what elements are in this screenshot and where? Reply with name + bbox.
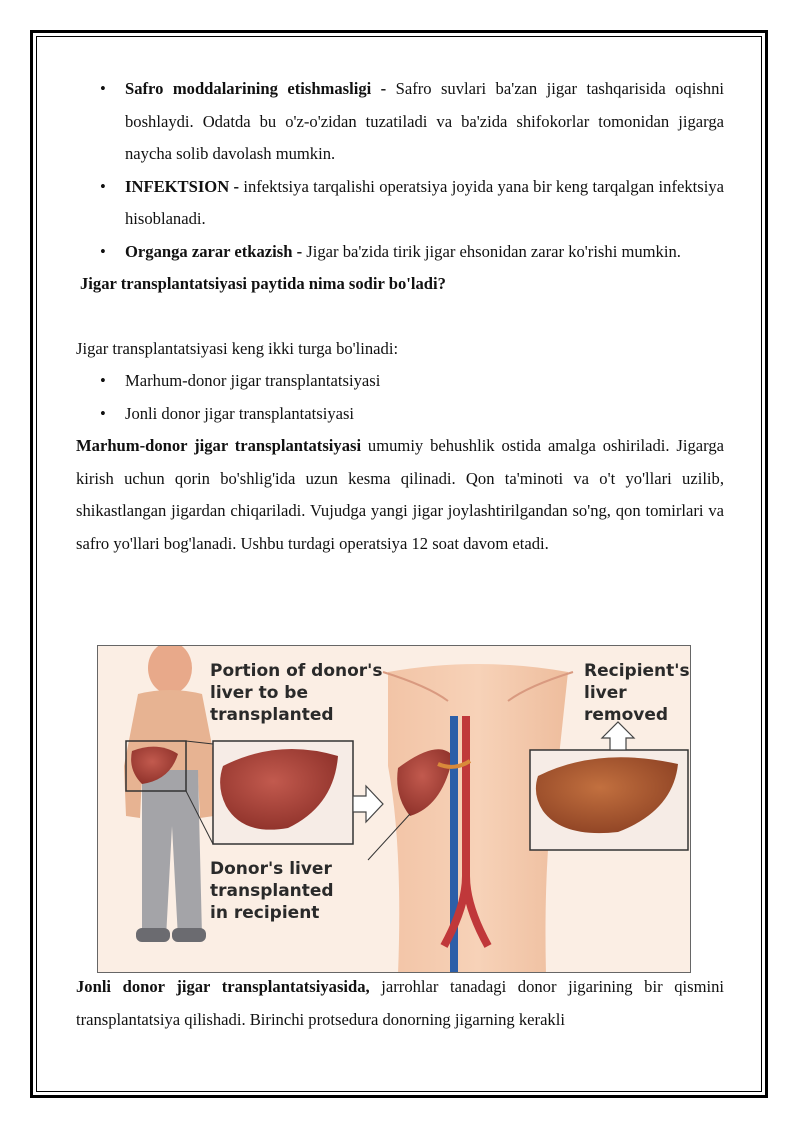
description: Jigar ba'zida tirik jigar ehsonidan zarar ko'rishi mumkin.	[302, 241, 681, 261]
term: Marhum-donor jigar transplantatsiyasi	[76, 436, 362, 455]
deceased-donor-paragraph	[76, 430, 724, 560]
list-item: • Marhum-donor jigar transplantatsiyasi	[125, 365, 724, 398]
spacer	[76, 301, 724, 333]
document-body-continued	[76, 971, 724, 1036]
portion-label	[210, 661, 388, 725]
liver-transplant-illustration	[97, 645, 691, 973]
label-line: removed	[584, 705, 669, 725]
label-line: transplanted	[210, 881, 334, 901]
term: Organga zarar etkazish -	[125, 241, 303, 261]
recipient-label	[584, 661, 691, 725]
list-item	[125, 73, 724, 171]
description: umumiy behushlik ostida amalga oshiriladi. Jigarga kirish uchun qorin bo'shlig'ida uzun kesma qilinadi. Qon ta'minoti va o't yo'llari uzilib, shikastlangan jigardan chiqariladi. Vujudga yangi jigar joylashtirilgandan so'ng, qon tomirlari va safro yo'llari bog'lanadi. Ushbu turdagi operatsiya 12 soat davom etadi.	[76, 436, 724, 553]
term: Jonli donor jigar transplantatsiyasida,	[76, 977, 370, 996]
label-line: Portion of donor's	[210, 661, 383, 681]
complications-list	[76, 73, 724, 268]
living-donor-paragraph	[76, 971, 724, 1036]
intro-paragraph: Jigar transplantatsiyasi keng ikki turga bo'linadi:	[76, 338, 399, 358]
arrow-up-icon	[602, 722, 634, 750]
list-item: • Jonli donor jigar transplantatsiyasi	[125, 398, 724, 431]
description: jarrohlar tanadagi donor jigarining bir qismini transplantatsiya qilishadi. Birinchi protsedura donorning jigarning kerakli	[76, 977, 724, 1029]
arrow-icon	[353, 786, 383, 822]
document-body	[76, 73, 724, 560]
donor-liver-label	[210, 859, 340, 923]
term: Safro moddalarining etishmasligi -	[125, 79, 387, 98]
section-heading: Jigar transplantatsiyasi paytida nima sodir bo'ladi?	[80, 274, 446, 293]
label-line: transplanted	[210, 705, 334, 725]
label-line: Donor's liver	[210, 859, 332, 879]
term: INFEKTSION -	[125, 176, 240, 196]
label-line: liver	[584, 683, 627, 703]
types-list	[76, 365, 724, 430]
list-item	[125, 236, 724, 269]
label-line: in recipient	[210, 903, 320, 923]
description: infektsiya tarqalishi operatsiya joyida yana bir keng tarqalgan infektsiya hisoblanadi.	[125, 176, 724, 228]
list-item	[125, 171, 724, 236]
description: Safro suvlari ba'zan jigar tashqarisida oqishni boshlaydi. Odatda bu o'z-o'zidan tuzatiladi va ba'zida shifokorlar tomonidan jigarga naycha solib davolash mumkin.	[125, 79, 724, 163]
donor-figure	[124, 646, 216, 942]
illustration-svg	[98, 646, 691, 973]
label-line: liver to be	[210, 683, 308, 703]
label-line: Recipient's	[584, 661, 690, 681]
